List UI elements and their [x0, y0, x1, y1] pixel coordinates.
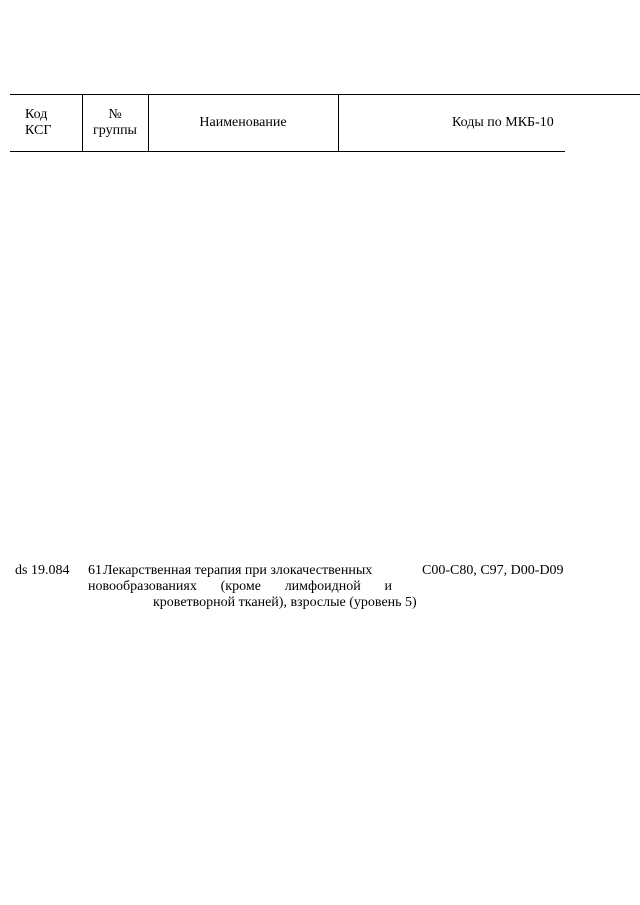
row-name-line3: кроветворной тканей), взрослые (уровень 5): [153, 595, 417, 610]
row-name-line1: Лекарственная терапия при злокачественных: [103, 563, 373, 578]
table-top-border: [10, 94, 640, 95]
column-divider: [338, 94, 339, 151]
table-header-bottom-border: [10, 151, 565, 152]
row-icd-codes: C00-C80, C97, D00-D09: [422, 563, 564, 578]
header-name: Наименование: [199, 115, 287, 130]
header-group-number: [90, 107, 140, 139]
header-icd-codes: Коды по МКБ-10: [452, 115, 554, 130]
column-divider: [82, 94, 83, 151]
header-code-ksg: [25, 107, 51, 139]
header-code-ksg-line2: КСГ: [25, 123, 52, 138]
row-group-number: 61: [88, 563, 102, 578]
header-code-ksg-line1: Код: [25, 107, 48, 122]
row-name-line2: новообразованиях (кроме лимфоидной и: [88, 579, 392, 594]
header-group-number-line1: №: [108, 107, 122, 122]
header-group-number-line2: группы: [93, 123, 137, 138]
column-divider: [148, 94, 149, 151]
row-code-ksg: ds 19.084: [15, 563, 70, 578]
